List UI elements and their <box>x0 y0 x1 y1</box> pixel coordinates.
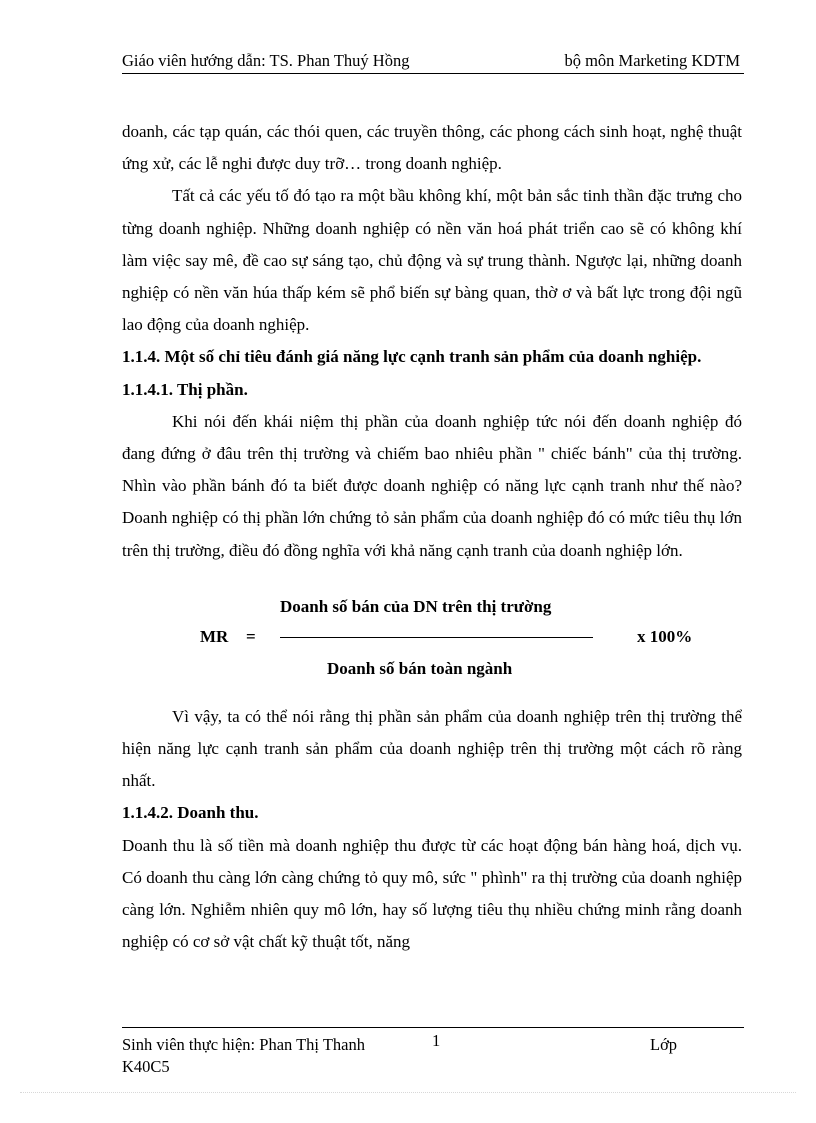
body-text <box>122 116 742 958</box>
formula-fraction-line <box>280 637 593 638</box>
page-footer <box>122 1027 744 1076</box>
footer-class-code: K40C5 <box>122 1057 170 1076</box>
section-heading-1-1-4: 1.1.4. Một số chỉ tiêu đánh giá năng lực cạnh tranh sản phẩm của doanh nghiệp. <box>122 347 702 367</box>
section-heading-1-1-4-2: 1.1.4.2. Doanh thu. <box>122 803 259 823</box>
paragraph-market-share-conclusion: Vì vậy, ta có thể nói rằng thị phần sản phẩm của doanh nghiệp trên thị trường thể hiện năng lực cạnh tranh sản phẩm của doanh nghiệp trên thị trường một cách rõ ràng nhất. <box>122 706 742 791</box>
formula-numerator: Doanh số bán của DN trên thị trường <box>280 596 552 616</box>
paragraph-culture-continued: doanh, các tạp quán, các thói quen, các truyền thông, các phong cách sinh hoạt, nghệ thuật ứng xử, các lễ nghi được duy trỡ… trong doanh nghiệp. <box>122 122 742 174</box>
header-department: bộ môn Marketing KDTM <box>564 51 740 70</box>
paragraph-culture-atmosphere: Tất cả các yếu tố đó tạo ra một bầu không khí, một bản sắc tinh thần đặc trưng cho từng doanh nghiệp. Những doanh nghiệp có nền văn hoá phát triển cao sẽ có không khí làm việc say mê, đề cao sự sáng tạo, chủ động và sự trung thành. Ngược lại, những doanh nghiệp có nền văn húa thấp kém sẽ phổ biến sự bàng quan, thờ ơ và bất lực trong đội ngũ lao động của doanh nghiệp. <box>122 186 742 335</box>
market-share-formula <box>122 591 742 701</box>
section-heading-1-1-4-1: 1.1.4.1. Thị phần. <box>122 379 248 399</box>
paragraph-market-share: Khi nói đến khái niệm thị phần của doanh nghiệp tức nói đến doanh nghiệp đó đang đứng ở đâu trên thị trường và chiếm bao nhiêu phần " chiếc bánh" của thị trường. Nhìn vào phần bánh đó ta biết được doanh nghiệp có năng lực cạnh tranh như thế nào? Doanh nghiệp có thị phần lớn chứng tỏ sản phẩm của doanh nghiệp đó có mức tiêu thụ lớn trên thị trường, điều đó đồng nghĩa với khả năng cạnh tranh của doanh nghiệp lớn. <box>122 411 742 560</box>
formula-lhs: MR <box>200 626 229 646</box>
footer-class-label: Lớp <box>650 1035 678 1054</box>
footer-student: Sinh viên thực hiện: Phan Thị Thanh <box>122 1035 365 1054</box>
page-number: 1 <box>432 1031 441 1050</box>
page-bottom-border <box>20 1092 796 1093</box>
formula-equals: = <box>246 626 256 646</box>
header-instructor: Giáo viên hướng dẫn: TS. Phan Thuý Hồng <box>122 51 410 70</box>
paragraph-revenue: Doanh thu là số tiền mà doanh nghiệp thu được từ các hoạt động bán hàng hoá, dịch vụ. Có doanh thu càng lớn càng chứng tỏ quy mô, sức " phình" ra thị trường của doanh nghiệp càng lớn. Nghiễm nhiên quy mô lớn, hay số lượng tiêu thụ nhiều chứng minh rằng doanh nghiệp có cơ sở vật chất kỹ thuật tốt, năng <box>122 835 742 952</box>
formula-denominator: Doanh số bán toàn ngành <box>327 658 513 678</box>
page-header <box>122 49 744 74</box>
formula-multiplier: x 100% <box>637 626 693 646</box>
